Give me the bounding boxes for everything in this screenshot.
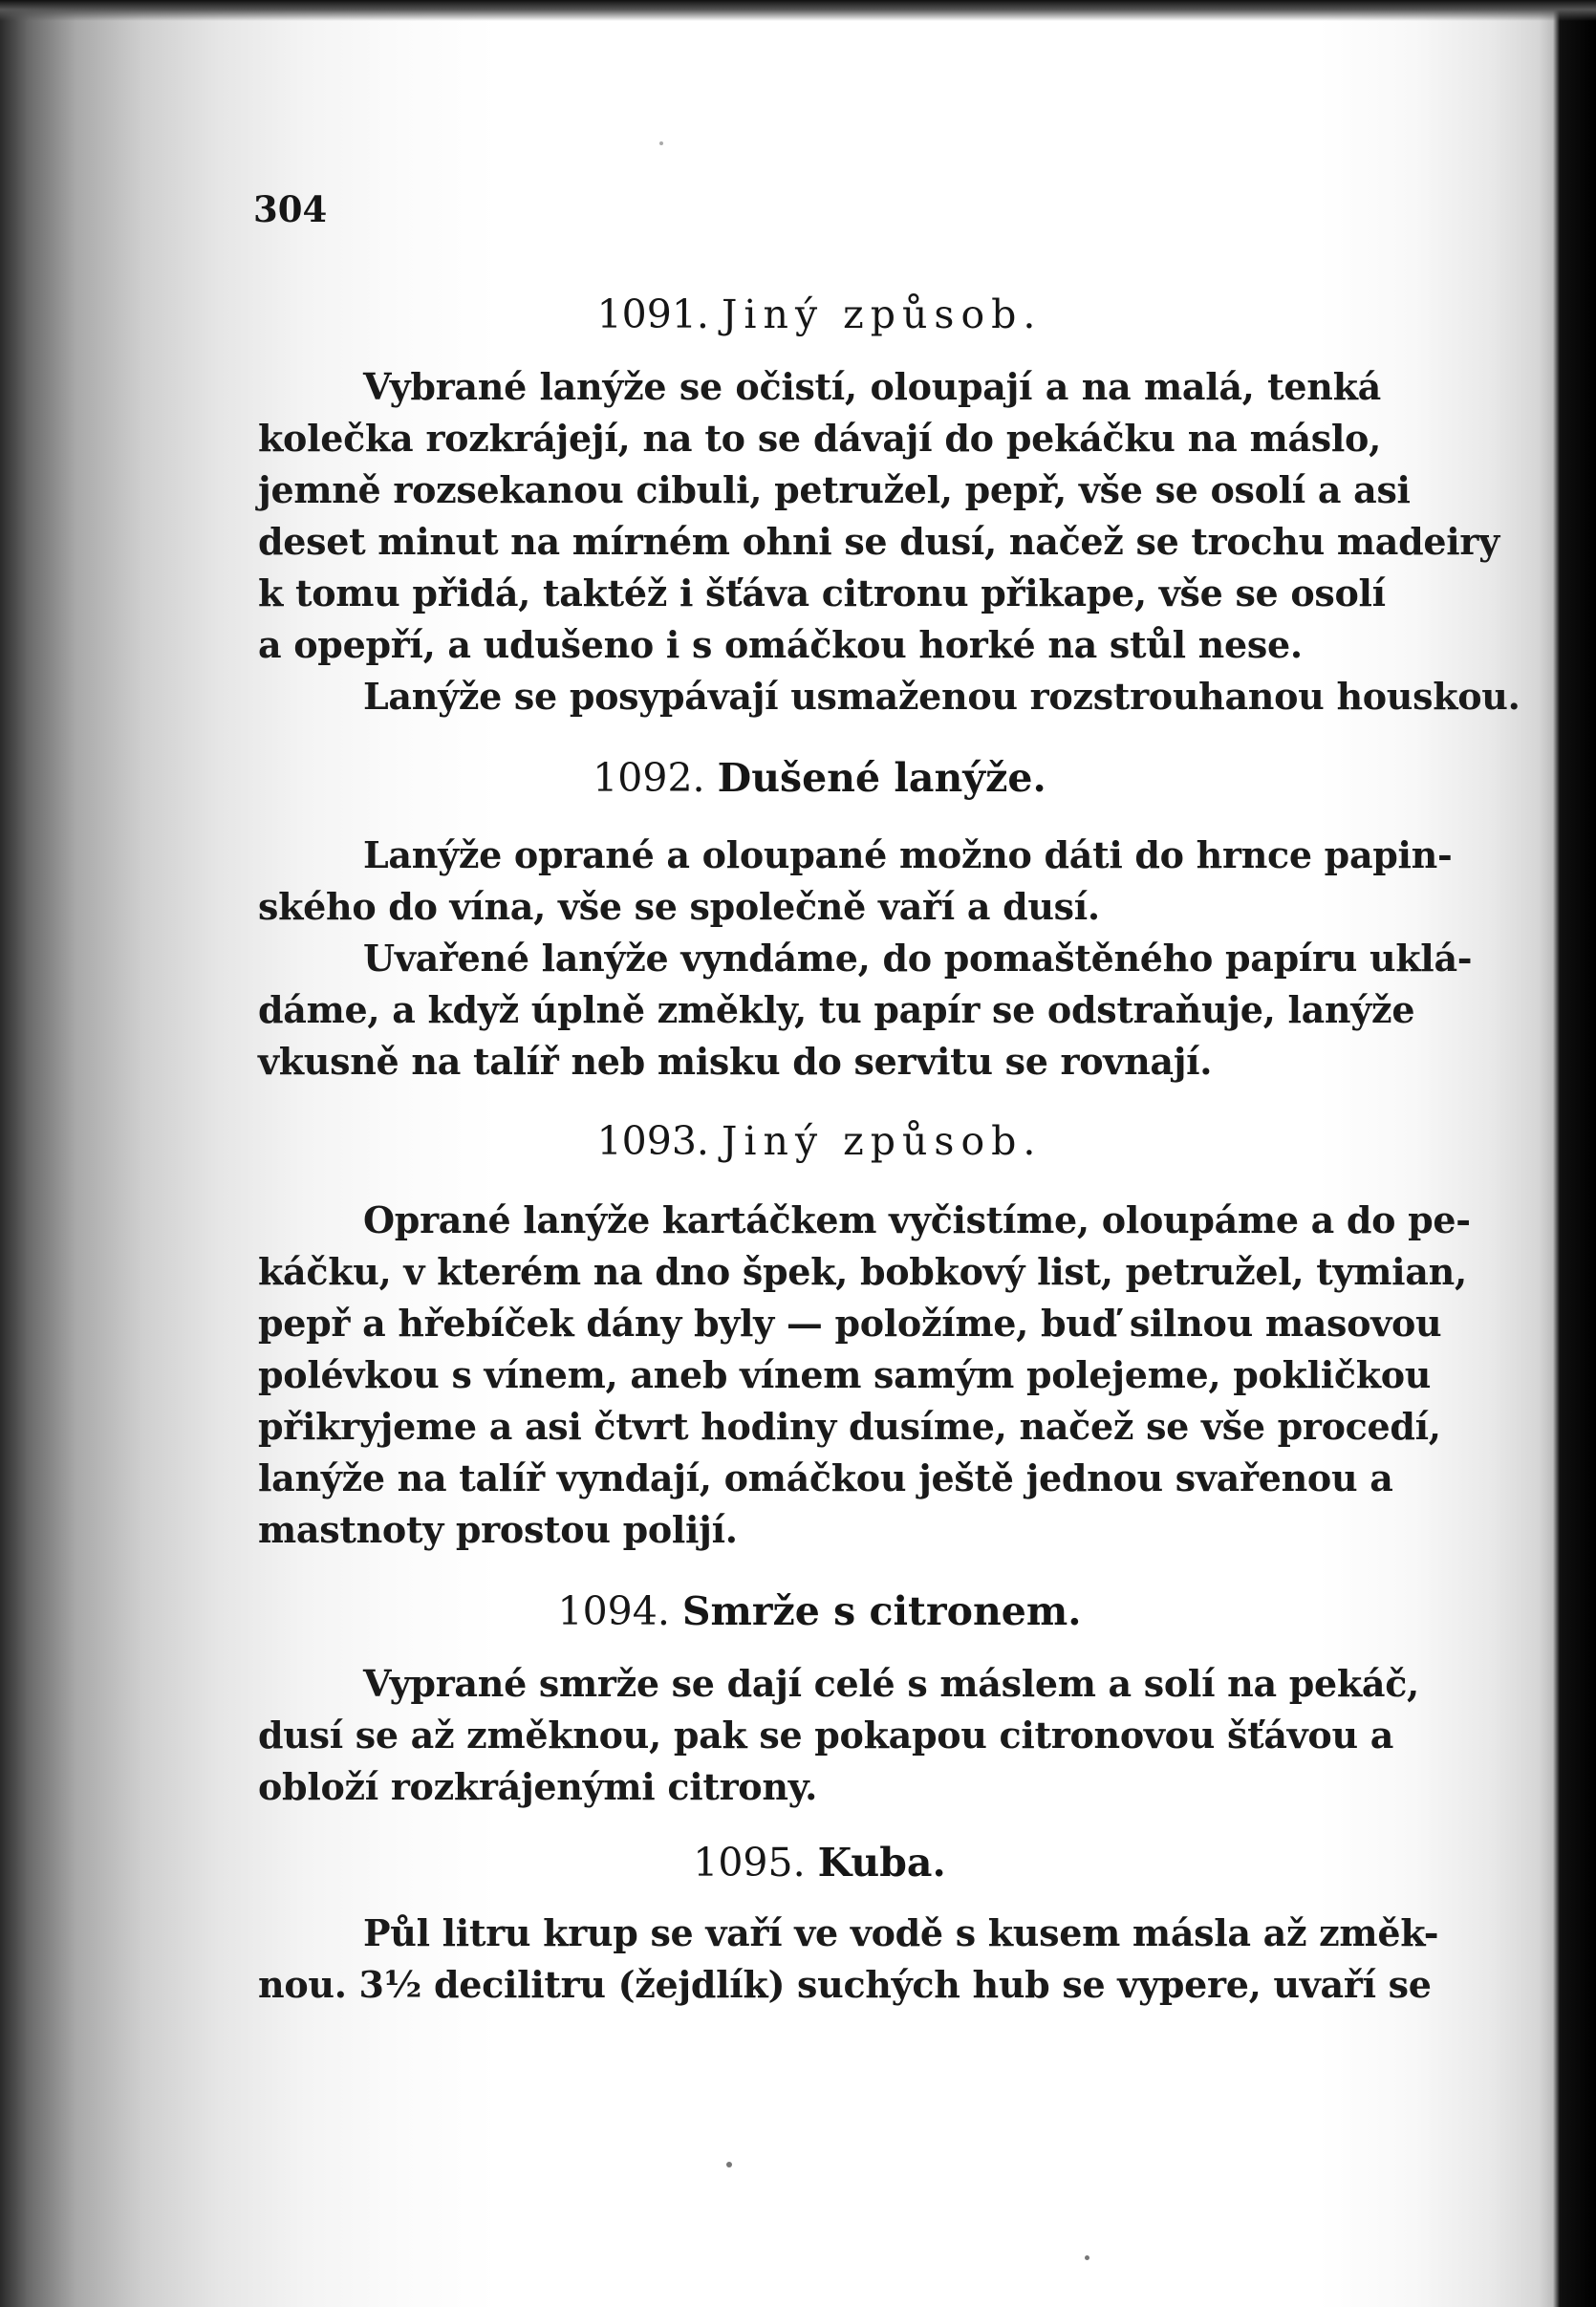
text-line: Uvařené lanýže vyndáme, do pomaštěného papíru uklá- [363, 937, 1473, 980]
text-line: pepř a hřebíček dány byly — položíme, buď silnou masovou [258, 1302, 1442, 1345]
recipe-number: 1094. [557, 1588, 670, 1634]
text-line: deset minut na mírném ohni se dusí, načež se trochu madeiry [258, 520, 1499, 563]
scan-speck [1085, 2255, 1089, 2260]
text-line: k tomu přidá, taktéž i šťáva citronu přikape, vše se osolí [258, 571, 1386, 614]
text-line: nou. 3½ decilitru (žejdlík) suchých hub se vypere, uvaří se [258, 1963, 1432, 2006]
text-line: Vyprané smrže se dají celé s máslem a solí na pekáč, [363, 1662, 1419, 1705]
text-line: Vybrané lanýže se očistí, oloupají a na malá, tenká [363, 365, 1381, 408]
text-line: Oprané lanýže kartáčkem vyčistíme, oloupáme a do pe- [363, 1198, 1471, 1241]
recipe-number: 1095. [693, 1840, 806, 1886]
text-line: přikryjeme a asi čtvrt hodiny dusíme, načež se vše procedí, [258, 1405, 1441, 1448]
recipe-title: Dušené lanýže. [717, 755, 1046, 801]
recipe-text-1094-p1 [258, 1658, 1419, 1813]
recipe-title: Smrže s citronem. [681, 1588, 1082, 1634]
text-line: lanýže na talíř vyndají, omáčkou ještě jednou svařenou a [258, 1456, 1393, 1499]
recipe-number: 1093. [596, 1118, 709, 1164]
text-line: dusí se až změknou, pak se pokapou citronovou šťávou a [258, 1714, 1394, 1757]
text-line: Lanýže se posypávají usmaženou rozstrouhanou houskou. [363, 675, 1521, 718]
text-line: káčku, v kterém na dno špek, bobkový list, petružel, tymian, [258, 1250, 1467, 1293]
text-line: mastnoty prostou polijí. [258, 1508, 738, 1551]
recipe-number: 1092. [593, 755, 705, 801]
recipe-title: Jiný způsob. [722, 291, 1043, 337]
scan-speck [726, 2162, 732, 2167]
recipe-heading-1093 [258, 1118, 1381, 1164]
recipe-text-1091-p2 [258, 671, 1521, 722]
text-line: obloží rozkrájenými citrony. [258, 1765, 818, 1808]
recipe-text-1092-p1 [258, 830, 1453, 933]
scan-speck [659, 141, 663, 145]
text-line: dáme, a když úplně změkly, tu papír se odstraňuje, lanýže [258, 988, 1415, 1031]
text-line: Lanýže oprané a oloupané možno dáti do hrnce papin- [363, 833, 1453, 876]
page-number: 304 [253, 188, 328, 230]
text-line: Půl litru krup se vaří ve vodě s kusem másla až změk- [363, 1911, 1439, 1954]
recipe-heading-1095 [258, 1840, 1381, 1886]
recipe-title: Kuba. [817, 1840, 946, 1886]
recipe-text-1092-p2 [258, 933, 1473, 1088]
text-line: kolečka rozkrájejí, na to se dávají do pekáčku na máslo, [258, 417, 1381, 460]
text-line: jemně rozsekanou cibuli, petružel, pepř, vše se osolí a asi [258, 468, 1411, 511]
text-line: ského do vína, vše se společně vaří a dusí. [258, 885, 1100, 928]
text-line: a opepří, a udušeno i s omáčkou horké na stůl nese. [258, 623, 1303, 666]
recipe-title: Jiný způsob. [722, 1118, 1043, 1164]
recipe-heading-1092 [258, 755, 1381, 801]
recipe-heading-1094 [258, 1588, 1381, 1634]
recipe-text-1093-p1 [258, 1195, 1471, 1556]
text-line: polévkou s vínem, aneb vínem samým polejeme, pokličkou [258, 1353, 1432, 1396]
recipe-heading-1091 [258, 291, 1381, 337]
recipe-number: 1091. [596, 291, 709, 337]
text-line: vkusně na talíř neb misku do servitu se rovnají. [258, 1040, 1213, 1083]
recipe-text-1091-p1 [258, 361, 1499, 671]
recipe-text-1095-p1 [258, 1908, 1439, 2011]
